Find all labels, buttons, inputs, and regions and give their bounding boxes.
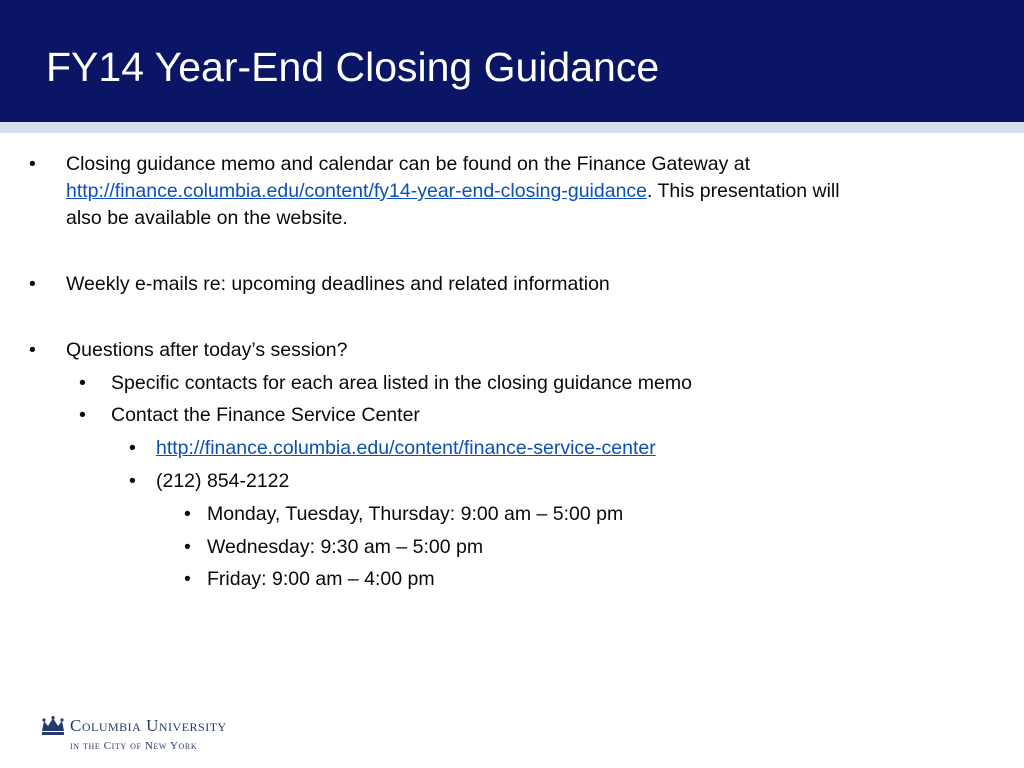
- bullet-2: Weekly e-mails re: upcoming deadlines and related information: [66, 273, 610, 295]
- hours-wednesday: Wednesday: 9:30 am – 5:00 pm: [207, 536, 484, 558]
- university-subtitle: in the City of New York: [70, 740, 198, 752]
- bullet-marker: •: [79, 372, 86, 394]
- bullet-marker: •: [29, 273, 36, 295]
- crown-icon: [40, 716, 66, 736]
- bullet-marker: •: [29, 339, 36, 361]
- bullet-1-line-2: [66, 178, 840, 205]
- bullet-marker: •: [129, 470, 136, 492]
- bullet-1-line-1: Closing guidance memo and calendar can be found on the Finance Gateway at: [66, 153, 751, 175]
- bullet-marker: •: [29, 153, 36, 175]
- bullet-1-text-tail: . This presentation will: [647, 180, 840, 202]
- bullet-3-1: Specific contacts for each area listed in the closing guidance memo: [111, 372, 692, 394]
- bullet-3-2-1: [156, 435, 656, 462]
- bullet-marker: •: [79, 404, 86, 426]
- bullet-marker: •: [129, 437, 136, 459]
- bullet-3: Questions after today’s session?: [66, 339, 348, 361]
- slide-title: FY14 Year-End Closing Guidance: [46, 44, 660, 90]
- bullet-marker: •: [184, 503, 191, 525]
- title-divider: [0, 122, 1024, 133]
- university-name: Columbia University: [70, 716, 227, 735]
- columbia-logo: [40, 714, 280, 756]
- hours-friday: Friday: 9:00 am – 4:00 pm: [207, 568, 435, 590]
- hours-mon-tue-thu: Monday, Tuesday, Thursday: 9:00 am – 5:00 pm: [207, 503, 624, 525]
- bullet-marker: •: [184, 568, 191, 590]
- title-bar: [0, 0, 1024, 122]
- bullet-1-line-3: also be available on the website.: [66, 207, 348, 229]
- closing-guidance-link[interactable]: http://finance.columbia.edu/content/fy14-year-end-closing-guidance: [66, 180, 648, 202]
- finance-service-center-link[interactable]: http://finance.columbia.edu/content/finance-service-center: [156, 437, 656, 459]
- bullet-3-2: Contact the Finance Service Center: [111, 404, 420, 426]
- bullet-3-2-2-phone: (212) 854-2122: [156, 470, 290, 492]
- bullet-marker: •: [184, 536, 191, 558]
